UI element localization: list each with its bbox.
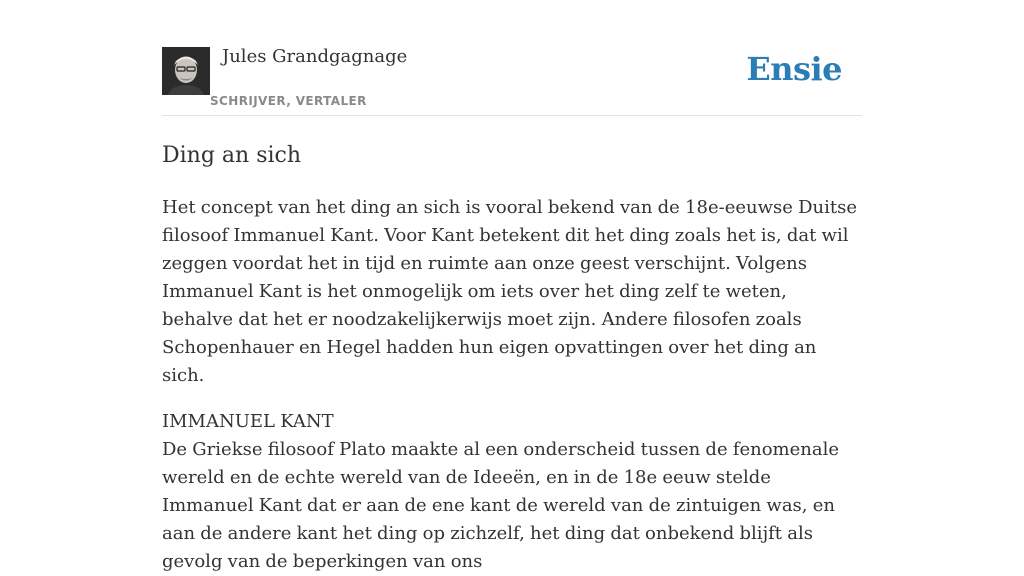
section-heading: IMMANUEL KANT [162,411,334,432]
author-photo-icon [162,47,210,95]
author-name[interactable]: Jules Grandgagnage [222,46,408,67]
article-page [162,0,862,576]
author-role: SCHRIJVER, VERTALER [210,94,367,108]
ensie-logo[interactable]: Ensie [746,50,842,88]
article-title: Ding an sich [162,143,302,168]
author-avatar[interactable] [162,47,210,95]
article-paragraph: De Griekse filosoof Plato maakte al een onderscheid tussen de fenomenale wereld en de echte wereld van de Ideeën, en in de 18e eeuw stelde Immanuel Kant dat er aan de ene kant de wereld van de zintuigen was, en aan de andere kant het ding op zichzelf, het ding dat onbekend blijft als gevolg van de beperkingen van ons [162,439,840,572]
article-paragraph: Het concept van het ding an sich is vooral bekend van de 18e-eeuwse Duitse filosoof Immanuel Kant. Voor Kant betekent dit het ding zoals het is, dat wil zeggen voordat het in tijd en ruimte aan onze geest verschijnt. Volgens Immanuel Kant is het onmogelijk om iets over het ding zelf te weten, behalve dat het er noodzakelijkerwijs moet zijn. Andere filosofen zoals Schopenhauer en Hegel hadden hun eigen opvattingen over het ding an sich. [162,197,858,386]
article-body [162,194,862,576]
article-header [162,0,862,116]
